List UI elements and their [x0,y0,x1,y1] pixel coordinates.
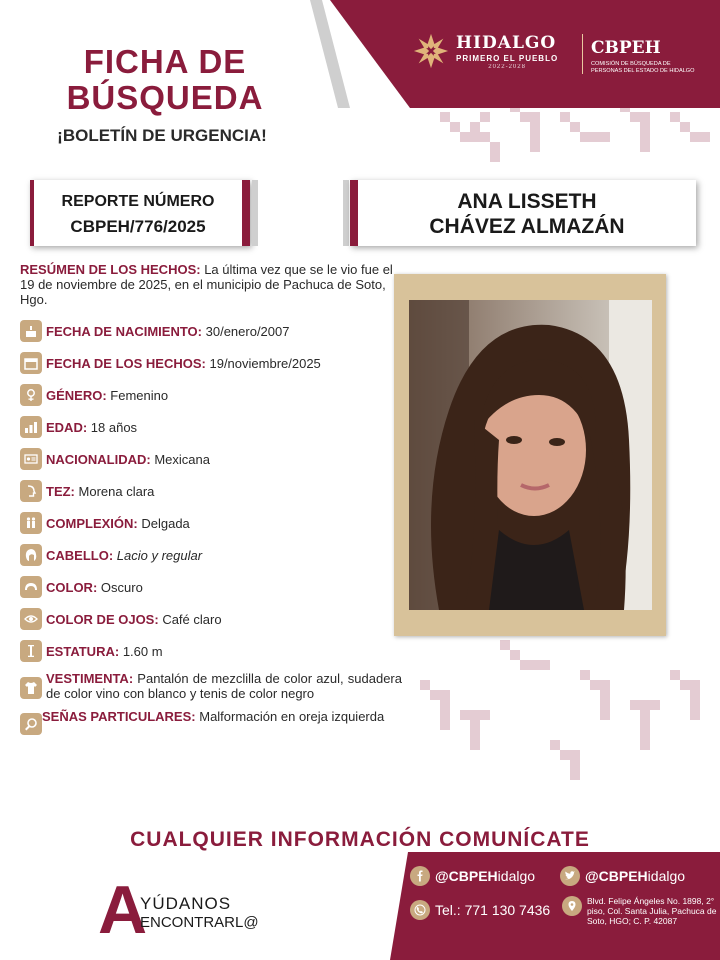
fact-label: NACIONALIDAD: [46,451,151,467]
embroidery-pattern-bottom [400,630,720,790]
cbpeh-logo-desc: COMISIÓN DE BÚSQUEDA DE PERSONAS DEL ESTADO DE HIDALGO [591,61,695,74]
fact-value: Delgada [141,515,190,531]
id-card-icon [20,448,42,470]
fact-build [20,507,402,539]
fact-nationality [20,443,402,475]
page-title [60,44,270,116]
facebook-handle-rest: idalgo [497,868,536,884]
fact-label: ESTATURA: [46,643,120,659]
fact-label: CABELLO: [46,547,114,563]
urgency-subtitle: ¡BOLETÍN DE URGENCIA! [57,126,267,145]
report-label: REPORTE NÚMERO [61,193,215,210]
shirt-icon [20,677,42,699]
logo-divider [582,34,583,74]
fact-label: EDAD: [46,419,88,435]
hidalgo-logo-years: 2022-2028 [488,63,526,70]
phone-contact[interactable] [410,900,550,920]
person-name-box [350,180,696,246]
fact-value: Oscuro [100,579,143,595]
twitter-handle-bold: @CBPEH [585,868,648,884]
fact-label: FECHA DE NACIMIENTO: [46,323,202,339]
name-box-tab [343,180,349,246]
call-to-action: CUALQUIER INFORMACIÓN COMUNÍCATE [130,828,590,851]
ayudanos-word: YÚDANOS [140,894,232,913]
fact-value: Pantalón de mezclilla de color azul, sudadera de color vino con blanco y tenis de color negro [46,671,402,701]
summary-label: RESÚMEN DE LOS HECHOS: [20,262,201,277]
fact-label: GÉNERO: [46,387,107,403]
address-text: Blvd. Felipe Ángeles No. 1898, 2° piso, Col. Santa Julia, Pachuca de Soto, HGO; C. P. 42087 [587,896,717,926]
fact-distinguishing-marks [20,709,402,735]
summary [20,262,402,307]
fact-value: Morena clara [78,483,155,499]
search-icon [20,713,42,735]
fact-value: Femenino [110,387,169,403]
twitter-icon [560,866,580,886]
facts-section [20,262,402,735]
person-name-line-1: ANA LISSETH [457,190,597,213]
portrait-illustration [409,300,652,610]
hidalgo-logo [412,32,558,70]
person-name-line-2: CHÁVEZ ALMAZÁN [429,215,625,238]
report-box [30,180,250,246]
fact-label: COMPLEXIÓN: [46,515,138,531]
hidalgo-flower-icon [412,32,450,70]
cake-icon [20,320,42,342]
hidalgo-logo-tagline: PRIMERO EL PUEBLO [456,53,559,63]
fact-hair [20,539,402,571]
ayudanos-letter: A [98,872,148,948]
embroidery-pattern-top [420,92,720,182]
hair-icon [20,544,42,566]
summary-text: La última vez que se le vio fue el 19 de noviembre de 2025, en el municipio de Pachuca de Soto, Hgo. [20,262,393,307]
cbpeh-logo-name: CBPEH [591,38,661,58]
phone-number: Tel.: 771 130 7436 [435,902,551,918]
fact-label: SEÑAS PARTICULARES: [42,709,196,724]
cbpeh-logo [591,38,701,75]
fact-label: COLOR: [46,579,98,595]
twitter-contact[interactable] [560,866,685,886]
encontrarla-word: ENCONTRARL@ [140,914,259,931]
fact-value: Café claro [162,611,222,627]
height-icon [20,640,42,662]
location-pin-icon [562,896,582,916]
fact-value: Mexicana [154,451,210,467]
calendar-icon [20,352,42,374]
fact-value: 1.60 m [122,643,163,659]
fact-value: Lacio y regular [116,547,203,563]
fact-age [20,411,402,443]
fact-value: Malformación en oreja izquierda [199,709,385,724]
fact-clothing [20,671,402,701]
address-contact [562,896,717,926]
fact-value: 30/enero/2007 [205,323,290,339]
phone-icon [410,900,430,920]
body-icon [20,512,42,534]
face-icon [20,480,42,502]
gender-icon [20,384,42,406]
hidalgo-logo-name: HIDALGO [456,32,557,53]
facebook-handle-bold: @CBPEH [435,868,498,884]
title-line-1: FICHA DE [83,43,247,80]
fact-gender [20,379,402,411]
facebook-icon [410,866,430,886]
report-box-tab [252,180,258,246]
facebook-contact[interactable] [410,866,535,886]
fact-value: 19/noviembre/2025 [209,355,321,371]
fact-eye-color [20,603,402,635]
fact-height [20,635,402,667]
missing-person-photo [409,300,652,610]
title-line-2: BÚSQUEDA [66,79,264,116]
age-icon [20,416,42,438]
fact-event-date [20,347,402,379]
fact-birthdate [20,315,402,347]
eye-icon [20,608,42,630]
twitter-handle-rest: idalgo [647,868,686,884]
fact-complexion-skin [20,475,402,507]
report-number: CBPEH/776/2025 [70,217,206,236]
fact-label: FECHA DE LOS HECHOS: [46,355,206,371]
fact-hair-color [20,571,402,603]
fact-label: TEZ: [46,483,75,499]
fact-label: COLOR DE OJOS: [46,611,159,627]
fact-label: VESTIMENTA: [46,671,134,686]
fact-value: 18 años [90,419,138,435]
color-icon [20,576,42,598]
